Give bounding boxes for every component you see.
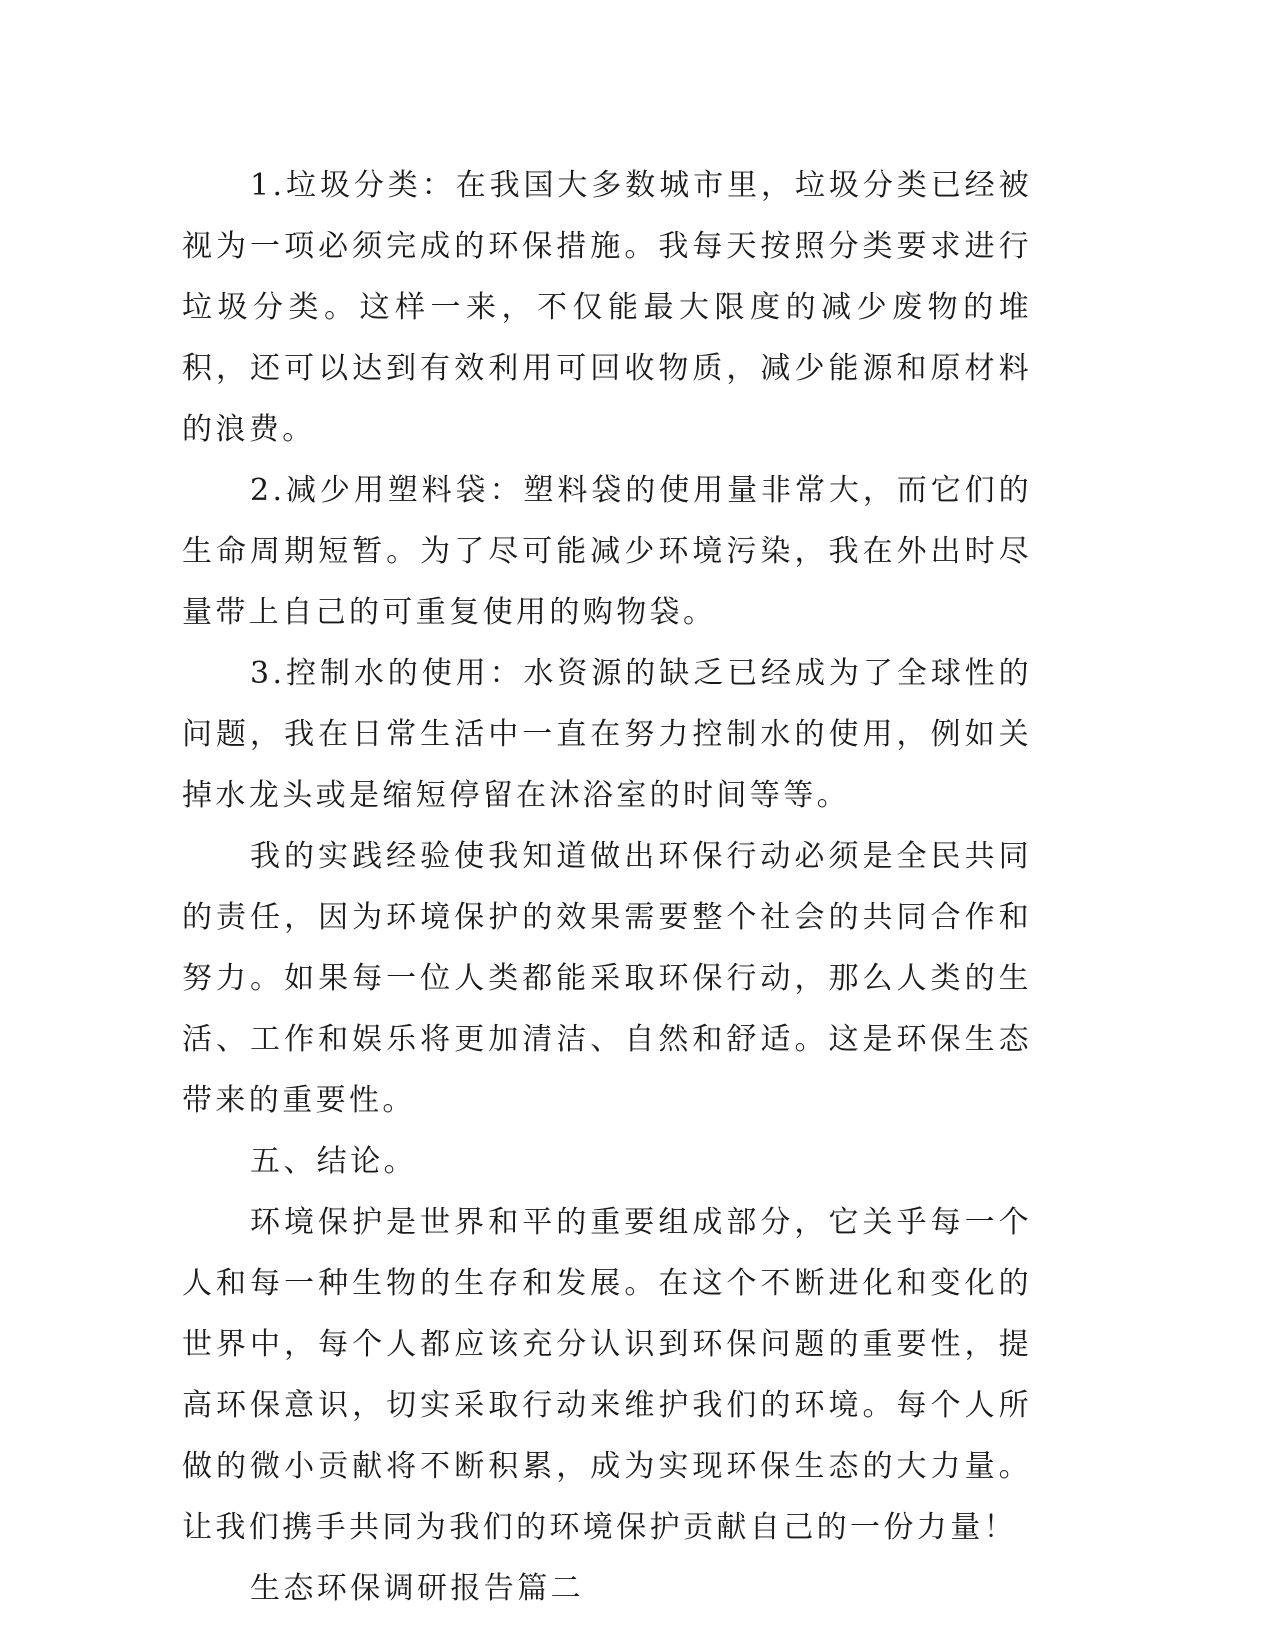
paragraph-plastic-bags: 2.减少用塑料袋：塑料袋的使用量非常大，而它们的生命周期短暂。为了尽可能减少环境污染，我在外出时尽量带上自己的可重复使用的购物袋。: [182, 473, 1032, 630]
document-body: [182, 155, 1032, 1619]
paragraph-water-use: 3.控制水的使用：水资源的缺乏已经成为了全球性的问题，我在日常生活中一直在努力控制水的使用，例如关掉水龙头或是缩短停留在沐浴室的时间等等。: [182, 656, 1032, 813]
paragraph-garbage-sorting: 1.垃圾分类：在我国大多数城市里，垃圾分类已经被视为一项必须完成的环保措施。我每天按照分类要求进行垃圾分类。这样一来，不仅能最大限度的减少废物的堆积，还可以达到有效利用可回收物质，减少能源和原材料的浪费。: [182, 168, 1032, 447]
section-heading-conclusion: 五、结论。: [250, 1144, 417, 1179]
paragraph-practice-experience: 我的实践经验使我知道做出环保行动必须是全民共同的责任，因为环境保护的效果需要整个社会的共同合作和努力。如果每一位人类都能采取环保行动，那么人类的生活、工作和娱乐将更加清洁、自然和舒适。这是环保生态带来的重要性。: [182, 839, 1032, 1118]
paragraph-conclusion: 环境保护是世界和平的重要组成部分，它关乎每一个人和每一种生物的生存和发展。在这个不断进化和变化的世界中，每个人都应该充分认识到环保问题的重要性，提高环保意识，切实采取行动来维护我们的环境。每个人所做的微小贡献将不断积累，成为实现环保生态的大力量。让我们携手共同为我们的环境保护贡献自己的一份力量！: [182, 1205, 1032, 1545]
next-section-title: 生态环保调研报告篇二: [250, 1571, 584, 1606]
